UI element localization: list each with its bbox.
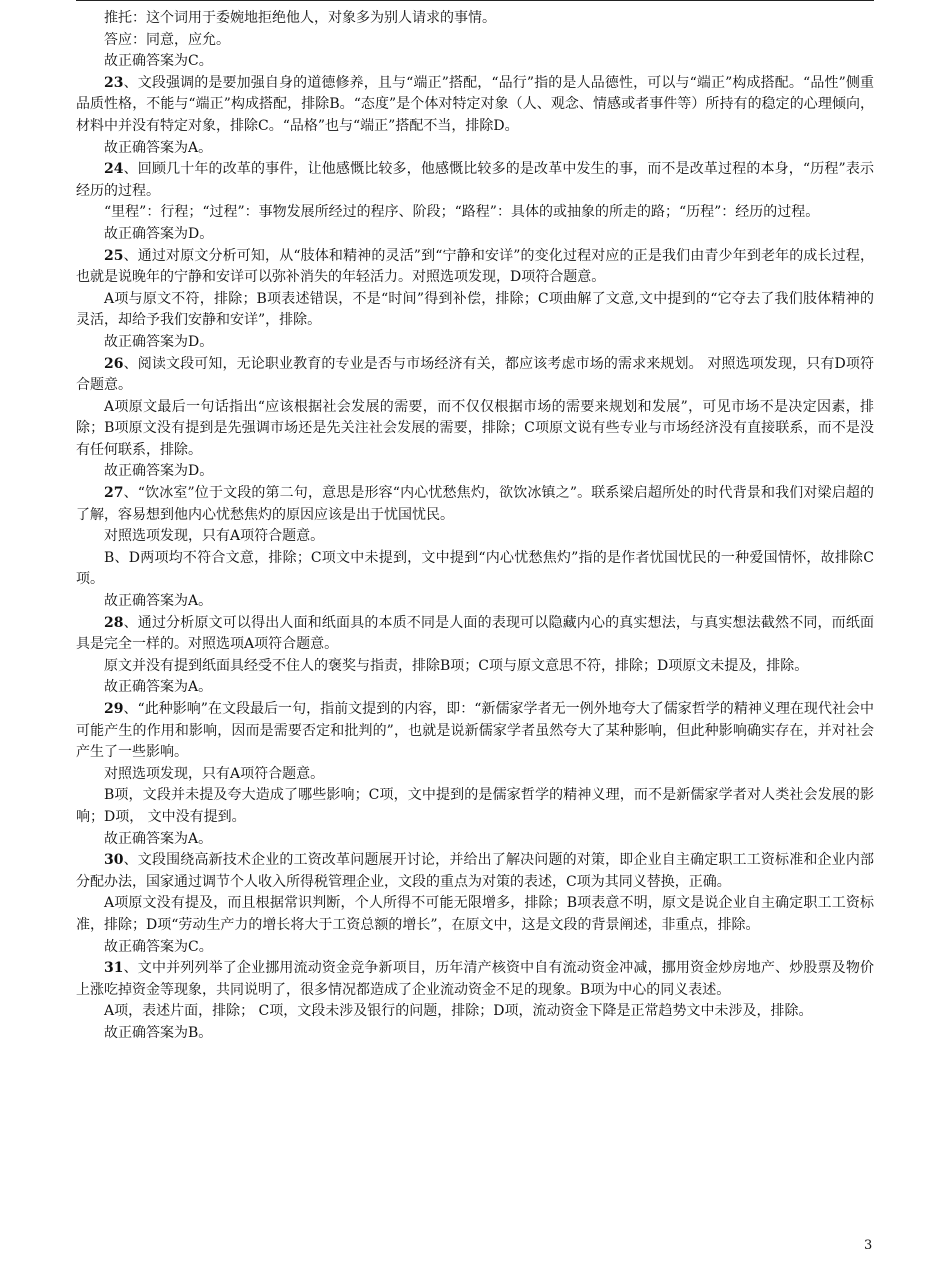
paragraph-text: A项原文没有提及，而且根据常识判断，个人所得不可能无限增多，排除；B项表意不明，原文是说企业自主确定职工工资标准，排除；D项“劳动生产力的增长将大于工资总额的增长”，在原文中，这是文段的背景阐述，非重点，排除。	[76, 895, 874, 933]
question-number: 23	[104, 74, 124, 91]
explanation-paragraph	[76, 656, 874, 678]
paragraph-text: A项原文最后一句话指出“应该根据社会发展的需要，而不仅仅根据市场的需要来规划和发展”，可见市场不是决定因素，排除；B项原文没有提到是先强调市场还是先关注社会发展的需要，排除；C项原文说有些专业与市场经济没有直接联系，而不是没有任何联系，排除。	[76, 398, 874, 458]
paragraph-text: 故正确答案为B。	[104, 1024, 213, 1041]
question-number: 31	[104, 960, 124, 977]
question-explanation	[76, 958, 874, 1001]
question-number: 27	[104, 485, 124, 502]
paragraph-text: 故正确答案为D。	[104, 463, 214, 480]
explanation-paragraph	[76, 937, 874, 959]
top-rule	[76, 0, 874, 1]
explanation-paragraph	[76, 829, 874, 851]
paragraph-text: B项，文段并未提及夸大造成了哪些影响；C项，文中提到的是儒家哲学的精神义理，而不是新儒家学者对人类社会发展的影响；D项， 文中没有提到。	[76, 787, 874, 825]
explanation-paragraph	[76, 461, 874, 483]
answer-explanations	[76, 8, 874, 1045]
question-explanation	[76, 159, 874, 202]
explanation-paragraph	[76, 332, 874, 354]
explanation-paragraph	[76, 591, 874, 613]
question-explanation	[76, 73, 874, 138]
paragraph-text: 答应：同意，应允。	[104, 31, 230, 48]
explanation-paragraph	[76, 289, 874, 332]
page-number: 3	[864, 1238, 873, 1253]
paragraph-text: 、通过分析原文可以得出人面和纸面具的本质不同是人面的表现可以隐藏内心的真实想法，与真实想法截然不同，而纸面具是完全一样的。对照选项A项符合题意。	[76, 614, 874, 653]
question-explanation	[76, 483, 874, 526]
question-explanation	[76, 699, 874, 764]
explanation-paragraph	[76, 202, 874, 224]
paragraph-text: 推托：这个词用于委婉地拒绝他人，对象多为别人请求的事情。	[104, 10, 496, 26]
explanation-paragraph	[76, 1001, 874, 1023]
paragraph-text: 故正确答案为A。	[104, 139, 213, 156]
paragraph-text: 故正确答案为A。	[104, 679, 213, 696]
paragraph-text: 故正确答案为A。	[104, 830, 213, 847]
explanation-paragraph	[76, 138, 874, 160]
paragraph-text: 故正确答案为C。	[104, 53, 213, 70]
question-explanation	[76, 246, 874, 289]
paragraph-text: 、文段围绕高新技术企业的工资改革问题展开讨论，并给出了解决问题的对策，即企业自主确定职工工资标准和企业内部分配办法，国家通过调节个人收入所得税管理企业，文段的重点为对策的表述，C项为其同义替换，正确。	[76, 852, 874, 890]
paragraph-text: 原文并没有提到纸面具经受不住人的褒奖与指责，排除B项；C项与原文意思不符，排除；D项原文未提及，排除。	[104, 657, 809, 674]
question-number: 25	[104, 247, 124, 264]
explanation-paragraph	[76, 893, 874, 936]
paragraph-text: 、“饮冰室”位于文段的第二句，意思是形容“内心忧愁焦灼，欲饮冰镇之”。联系梁启超所处的时代背景和我们对梁启超的了解，容易想到他内心忧愁焦灼的原因应该是出于忧国忧民。	[76, 485, 874, 523]
question-explanation	[76, 354, 874, 397]
question-explanation	[76, 613, 874, 656]
explanation-paragraph	[76, 1023, 874, 1045]
paragraph-text: 、文中并列列举了企业挪用流动资金竞争新项目，历年清产核资中自有流动资金冲减，挪用资金炒房地产、炒股票及物价上涨吃掉资金等现象，共同说明了，很多情况都造成了企业流动资金不足的现象。B项为中心的同义表述。	[76, 960, 874, 998]
paragraph-text: 故正确答案为A。	[104, 593, 213, 610]
question-number: 26	[104, 355, 124, 372]
paragraph-text: “里程”：行程；“过程”：事物发展所经过的程序、阶段；“路程”：具体的或抽象的所走的路；“历程”：经历的过程。	[104, 204, 820, 221]
explanation-paragraph	[76, 8, 874, 30]
paragraph-text: 对照选项发现，只有A项符合题意。	[104, 528, 325, 545]
paragraph-text: 故正确答案为D。	[104, 333, 214, 350]
explanation-paragraph	[76, 224, 874, 246]
explanation-paragraph	[76, 397, 874, 462]
paragraph-text: 、阅读文段可知，无论职业教育的专业是否与市场经济有关，都应该考虑市场的需求来规划。 对照选项发现，只有D项符合题意。	[76, 355, 874, 394]
paragraph-text: B、D两项均不符合文意，排除；C项文中未提到，文中提到“内心忧愁焦灼”指的是作者忧国忧民的一种爱国情怀，故排除C项。	[76, 549, 874, 588]
explanation-paragraph	[76, 548, 874, 591]
paragraph-text: 对照选项发现，只有A项符合题意。	[104, 765, 325, 782]
explanation-paragraph	[76, 785, 874, 828]
paragraph-text: 、“此种影响”在文段最后一句，指前文提到的内容，即：“新儒家学者无一例外地夸大了儒家哲学的精神义理在现代社会中可能产生的作用和影响，因而是需要否定和批判的”，也就是说新儒家学者虽然夸大了某种影响，但此种影响确实存在，并对社会产生了一些影响。	[76, 701, 874, 761]
question-number: 28	[104, 614, 124, 631]
paragraph-text: A项，表述片面，排除； C项，文段未涉及银行的问题，排除；D项，流动资金下降是正常趋势文中未涉及，排除。	[104, 1003, 813, 1020]
paragraph-text: 、通过对原文分析可知，从“肢体和精神的灵活”到“宁静和安详”的变化过程对应的正是我们由青少年到老年的成长过程，也就是说晚年的宁静和安详可以弥补消失的年轻活力。对照选项发现，D项符合题意。	[76, 247, 874, 286]
explanation-paragraph	[76, 764, 874, 786]
paragraph-text: 故正确答案为D。	[104, 225, 214, 242]
explanation-paragraph	[76, 526, 874, 548]
explanation-paragraph	[76, 51, 874, 73]
paragraph-text: 故正确答案为C。	[104, 938, 213, 955]
paragraph-text: 、文段强调的是要加强自身的道德修养，且与“端正”搭配，“品行”指的是人品德性，可以与“端正”构成搭配。“品性”侧重品质性格，不能与“端正”构成搭配，排除B。“态度”是个体对特定对象（人、观念、情感或者事件等）所持有的稳定的心理倾向，材料中并没有特定对象，排除C。“品格”也与“端正”搭配不当，排除D。	[76, 74, 874, 134]
question-number: 30	[104, 852, 124, 869]
question-number: 24	[104, 161, 124, 178]
paragraph-text: 、回顾几十年的改革的事件，让他感慨比较多，他感慨比较多的是改革中发生的事，而不是改革过程的本身，“历程”表示经历的过程。	[76, 161, 874, 199]
paragraph-text: A项与原文不符，排除；B项表述错误，不是“时间”得到补偿，排除；C项曲解了文意,文中提到的“它夺去了我们肢体精神的灵活，却给予我们安静和安详”，排除。	[76, 290, 874, 329]
question-explanation	[76, 850, 874, 893]
explanation-paragraph	[76, 677, 874, 699]
explanation-paragraph	[76, 30, 874, 52]
question-number: 29	[104, 701, 124, 717]
